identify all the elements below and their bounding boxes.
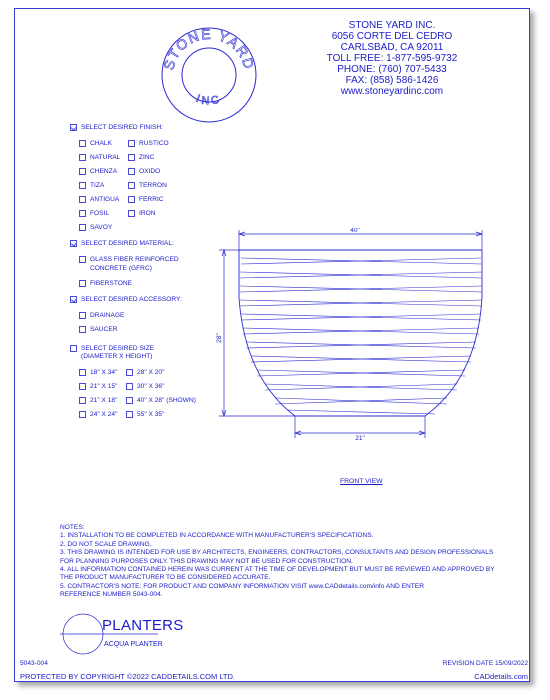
finish-checkbox-ferric[interactable] xyxy=(128,196,135,203)
planter-ribbing xyxy=(240,258,482,414)
finish-checkbox-rustico[interactable] xyxy=(128,140,135,147)
size-label-28x20: 28" X 20" xyxy=(137,369,165,376)
finish-checkbox-fosil[interactable] xyxy=(79,210,86,217)
note-line: THE PRODUCT MANUFACTURER TO BE CONSIDERED ACCURATE. xyxy=(60,574,271,582)
drawing-subtitle: ACQUA PLANTER xyxy=(104,641,163,648)
bottom-dimension-label: 21" xyxy=(355,435,365,442)
finish-checkbox-chenza[interactable] xyxy=(79,168,86,175)
size-checkbox-21x15[interactable] xyxy=(79,383,86,390)
company-info xyxy=(292,20,492,97)
note-line: 3. THIS DRAWING IS INTENDED FOR USE BY ARCHITECTS, ENGINEERS, CONTRACTORS, CONSULTANTS AND DESIGN PROFESSIONALS xyxy=(60,549,494,557)
company-toll-free: TOLL FREE: 1-877-595-9732 xyxy=(326,53,458,64)
finish-label-chenza: CHENZA xyxy=(90,168,118,175)
finish-checkbox-savoy[interactable] xyxy=(79,224,86,231)
svg-text:INC xyxy=(194,93,223,108)
finish-label-zinc: ZINC xyxy=(139,154,155,161)
notes-header: NOTES: xyxy=(60,524,85,531)
finish-checkbox-antigua[interactable] xyxy=(79,196,86,203)
note-line: 1. INSTALLATION TO BE COMPLETED IN ACCORDANCE WITH MANUFACTURER'S SPECIFICATIONS. xyxy=(60,532,374,540)
size-checkbox-28x20[interactable] xyxy=(126,369,133,376)
finish-label-rustico: RUSTICO xyxy=(139,140,169,147)
finish-label-oxido: OXIDO xyxy=(139,168,161,175)
note-line: 2. DO NOT SCALE DRAWING. xyxy=(60,540,152,548)
top-dimension-label: 40" xyxy=(350,228,360,234)
size-checkbox-30x36[interactable] xyxy=(126,383,133,390)
drawing-number: 5043-004 xyxy=(20,660,48,667)
accessory-label-saucer: SAUCER xyxy=(90,326,118,333)
company-address1: 6056 CORTE DEL CEDRO xyxy=(331,31,453,42)
size-label-40x28: 40" X 28" (SHOWN) xyxy=(137,397,196,404)
finish-label-chalk: CHALK xyxy=(90,140,112,147)
planter-front-view-drawing xyxy=(215,228,490,490)
finish-label-terron: TERRON xyxy=(139,182,167,189)
accessory-checkbox-saucer[interactable] xyxy=(79,326,86,333)
material-label-gfrc-line2: CONCRETE (GFRC) xyxy=(90,265,152,272)
copyright-notice: PROTECTED BY COPYRIGHT ©2022 CADDETAILS.COM LTD. xyxy=(20,672,236,681)
stone-yard-logo xyxy=(160,26,258,124)
finish-label-tiza: TIZA xyxy=(90,182,105,189)
finish-checkbox-terron[interactable] xyxy=(128,182,135,189)
size-checkbox-24x24[interactable] xyxy=(79,411,86,418)
company-name: STONE YARD INC. xyxy=(348,20,436,31)
finish-checkbox-oxido[interactable] xyxy=(128,168,135,175)
material-label-gfrc-line1: GLASS FIBER REINFORCED xyxy=(90,256,179,263)
size-label-21x15: 21" X 15" xyxy=(90,383,118,390)
finish-label-antigua: ANTIGUA xyxy=(90,196,120,203)
size-header-line1: SELECT DESIRED SIZE xyxy=(81,345,155,352)
accessory-header: SELECT DESIRED ACCESSORY: xyxy=(81,296,182,303)
svg-text:STONE YARD xyxy=(160,26,257,72)
size-checkbox-55x35[interactable] xyxy=(126,411,133,418)
drawing-title: PLANTERS xyxy=(102,617,184,634)
material-checkbox-gfrc[interactable] xyxy=(79,256,86,263)
note-line: FOR PLANNING PURPOSES ONLY. THIS DRAWING MAY NOT BE USED FOR CONSTRUCTION. xyxy=(60,557,353,565)
finish-label-ferric: FERRIC xyxy=(139,196,164,203)
front-view-label: FRONT VIEW xyxy=(340,478,383,485)
size-checkbox-21x18[interactable] xyxy=(79,397,86,404)
company-phone: PHONE: (760) 707-5433 xyxy=(337,64,447,75)
height-dimension-label: 28" xyxy=(216,333,223,343)
finish-label-iron: IRON xyxy=(139,210,156,217)
accessory-header-checkbox[interactable] xyxy=(70,296,77,303)
size-label-21x18: 21" X 18" xyxy=(90,397,118,404)
finish-checkbox-iron[interactable] xyxy=(128,210,135,217)
company-website[interactable]: www.stoneyardinc.com xyxy=(340,86,444,97)
revision-date: REVISION DATE 15/09/2022 xyxy=(442,660,528,667)
notes-block xyxy=(60,524,500,600)
size-label-55x35: 55" X 35" xyxy=(137,411,165,418)
size-header-checkbox[interactable] xyxy=(70,345,77,352)
accessory-checkbox-drainage[interactable] xyxy=(79,312,86,319)
caddetails-brand[interactable]: CADdetails.com xyxy=(474,672,528,681)
size-label-24x24: 24" X 24" xyxy=(90,411,118,418)
material-header-checkbox[interactable] xyxy=(70,240,77,247)
size-checkbox-18x34[interactable] xyxy=(79,369,86,376)
finish-label-savoy: SAVOY xyxy=(90,224,113,231)
logo-ring-text-bottom: INC xyxy=(194,92,224,108)
finish-checkbox-zinc[interactable] xyxy=(128,154,135,161)
material-header: SELECT DESIRED MATERIAL: xyxy=(81,240,174,247)
finish-header-checkbox[interactable] xyxy=(70,124,77,131)
size-checkbox-40x28[interactable] xyxy=(126,397,133,404)
size-header-line2: (DIAMETER X HEIGHT) xyxy=(81,353,153,360)
logo-ring-text-top: STONE YARD xyxy=(160,26,258,72)
material-label-fiberstone: FIBERSTONE xyxy=(90,280,133,287)
note-line: 4. ALL INFORMATION CONTAINED HEREIN WAS CURRENT AT THE TIME OF DEVELOPMENT BUT MUST BE REVIEWED AND APPROVED BY xyxy=(60,566,495,574)
finish-label-fosil: FOSIL xyxy=(90,210,110,217)
company-fax: FAX: (858) 586-1426 xyxy=(345,75,439,86)
accessory-label-drainage: DRAINAGE xyxy=(90,312,125,319)
finish-checkbox-tiza[interactable] xyxy=(79,182,86,189)
size-label-18x34: 18" X 34" xyxy=(90,369,118,376)
company-address2: CARLSBAD, CA 92011 xyxy=(340,42,444,53)
finish-checkbox-chalk[interactable] xyxy=(79,140,86,147)
note-line: REFERENCE NUMBER 5043-004. xyxy=(60,591,163,599)
material-checkbox-fiberstone[interactable] xyxy=(79,280,86,287)
size-label-30x36: 30" X 36" xyxy=(137,383,165,390)
note-line: 5. CONTRACTOR'S NOTE: FOR PRODUCT AND COMPANY INFORMATION VISIT www.CADdetails.com/info AND ENTER xyxy=(60,582,424,590)
finish-label-natural: NATURAL xyxy=(90,154,121,161)
finish-checkbox-natural[interactable] xyxy=(79,154,86,161)
finish-header: SELECT DESIRED FINISH: xyxy=(81,124,163,131)
